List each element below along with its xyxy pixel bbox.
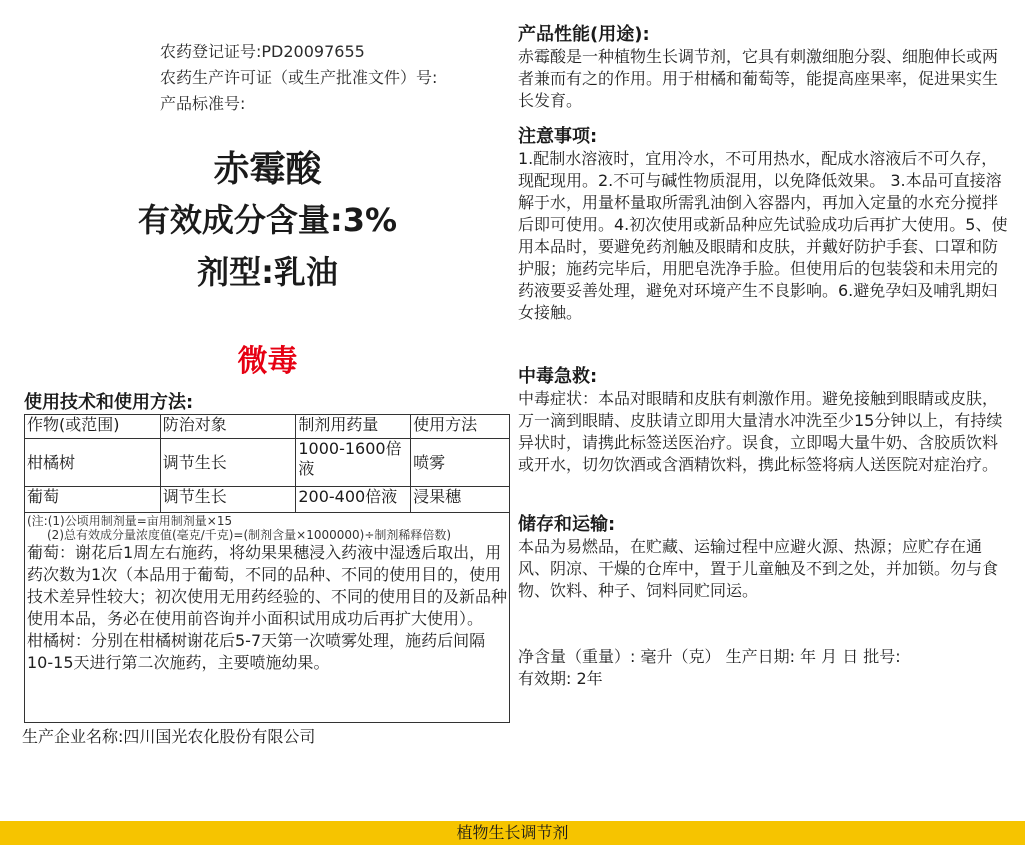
header-dosage: 制剂用药量 bbox=[296, 415, 411, 439]
table-row bbox=[25, 439, 510, 487]
first-aid-title: 中毒急救: bbox=[518, 366, 598, 387]
header-crop: 作物(或范围) bbox=[25, 415, 161, 439]
performance-title: 产品性能(用途): bbox=[518, 24, 650, 45]
cell-dosage: 200-400倍液 bbox=[296, 487, 411, 513]
precautions-title: 注意事项: bbox=[518, 126, 598, 147]
precautions-text: 1.配制水溶液时，宜用冷水，不可用热水，配成水溶液后不可久存，现配现用。2.不可与碱性物质混用，以免降低效果。 3.本品可直接溶解于水，用量杯量取所需乳油倒入容器内，再加入定量的水充分搅拌后即可使用。4.初次使用或新品种应先试验成功后再扩大使用。5、使用本品时，要避免药剂触及眼睛和皮肤，并戴好防护手套、口罩和防护服；施药完毕后，用肥皂洗净手脸。但使用后的包装袋和未用完的药液要妥善处理，避免对环境产生不良影响。6.避免孕妇及哺乳期妇女接触。 bbox=[518, 149, 1008, 322]
grape-instructions: 葡萄：谢花后1周左右施药，将幼果果穗浸入药液中湿透后取出，用药次数为1次（本品用于葡萄，不同的品种、不同的使用目的，使用技术差异性较大；初次使用无用药经验的、不同的使用目的及新品种使用本品，务必在使用前咨询并小面积试用成功后再扩大使用）。 bbox=[27, 543, 508, 628]
production-license: 农药生产许可证（或生产批准文件）号: bbox=[160, 68, 438, 87]
performance-text: 赤霉酸是一种植物生长调节剂，它具有刺激细胞分裂、细胞伸长或两者兼而有之的作用。用于柑橘和葡萄等，能提高座果率，促进果实生长发育。 bbox=[518, 47, 999, 110]
usage-instructions-box bbox=[24, 512, 510, 723]
cell-target: 调节生长 bbox=[160, 487, 296, 513]
product-standard: 产品标准号: bbox=[160, 94, 246, 113]
cell-crop: 柑橘树 bbox=[25, 439, 161, 487]
header-target: 防治对象 bbox=[160, 415, 296, 439]
header-method: 使用方法 bbox=[411, 415, 510, 439]
storage-title: 储存和运输: bbox=[518, 514, 616, 535]
usage-note-2: (2)总有效成分量浓度值(毫克/千克)=(制剂含量×1000000)÷制剂稀释倍数) bbox=[47, 528, 452, 542]
toxicity-label: 微毒 bbox=[237, 344, 298, 379]
manufacturer: 生产企业名称:四川国光农化股份有限公司 bbox=[22, 727, 316, 746]
first-aid-text: 中毒症状：本品对眼睛和皮肤有刺激作用。避免接触到眼睛或皮肤，万一滴到眼睛、皮肤请立即用大量清水冲洗至少15分钟以上，有持续异状时，请携此标签送医治疗。误食，立即喝大量牛奶、含胶质饮料或开水，切勿饮酒或含酒精饮料，携此标签将病人送医院对症治疗。 bbox=[518, 389, 1003, 474]
validity: 有效期: 2年 bbox=[518, 669, 603, 688]
cell-method: 浸果穗 bbox=[411, 487, 510, 513]
registration-number: 农药登记证号:PD20097655 bbox=[160, 42, 365, 61]
product-name: 赤霉酸 bbox=[213, 149, 322, 190]
net-content: 净含量（重量）: 毫升（克） 生产日期: 年 月 日 批号: bbox=[518, 647, 901, 666]
footer-category-bar: 植物生长调节剂 bbox=[0, 821, 1025, 845]
storage-text: 本品为易燃品，在贮藏、运输过程中应避火源、热源；应贮存在通风、阴凉、干燥的仓库中，置于儿童触及不到之处，并加锁。勿与食物、饮料、种子、饲料同贮同运。 bbox=[518, 537, 999, 600]
formulation: 剂型:乳油 bbox=[197, 253, 338, 291]
usage-table-header bbox=[25, 415, 510, 439]
cell-dosage: 1000-1600倍液 bbox=[296, 439, 411, 487]
citrus-instructions: 柑橘树：分别在柑橘树谢花后5-7天第一次喷雾处理，施药后间隔10-15天进行第二次施药，主要喷施幼果。 bbox=[27, 631, 486, 672]
cell-target: 调节生长 bbox=[160, 439, 296, 487]
usage-table bbox=[24, 414, 510, 513]
active-content: 有效成分含量:3% bbox=[137, 201, 398, 239]
table-row bbox=[25, 487, 510, 513]
usage-title: 使用技术和使用方法: bbox=[24, 392, 194, 413]
cell-method: 喷雾 bbox=[411, 439, 510, 487]
usage-note-1: (注:(1)公顷用制剂量=亩用制剂量×15 bbox=[27, 514, 233, 528]
cell-crop: 葡萄 bbox=[25, 487, 161, 513]
